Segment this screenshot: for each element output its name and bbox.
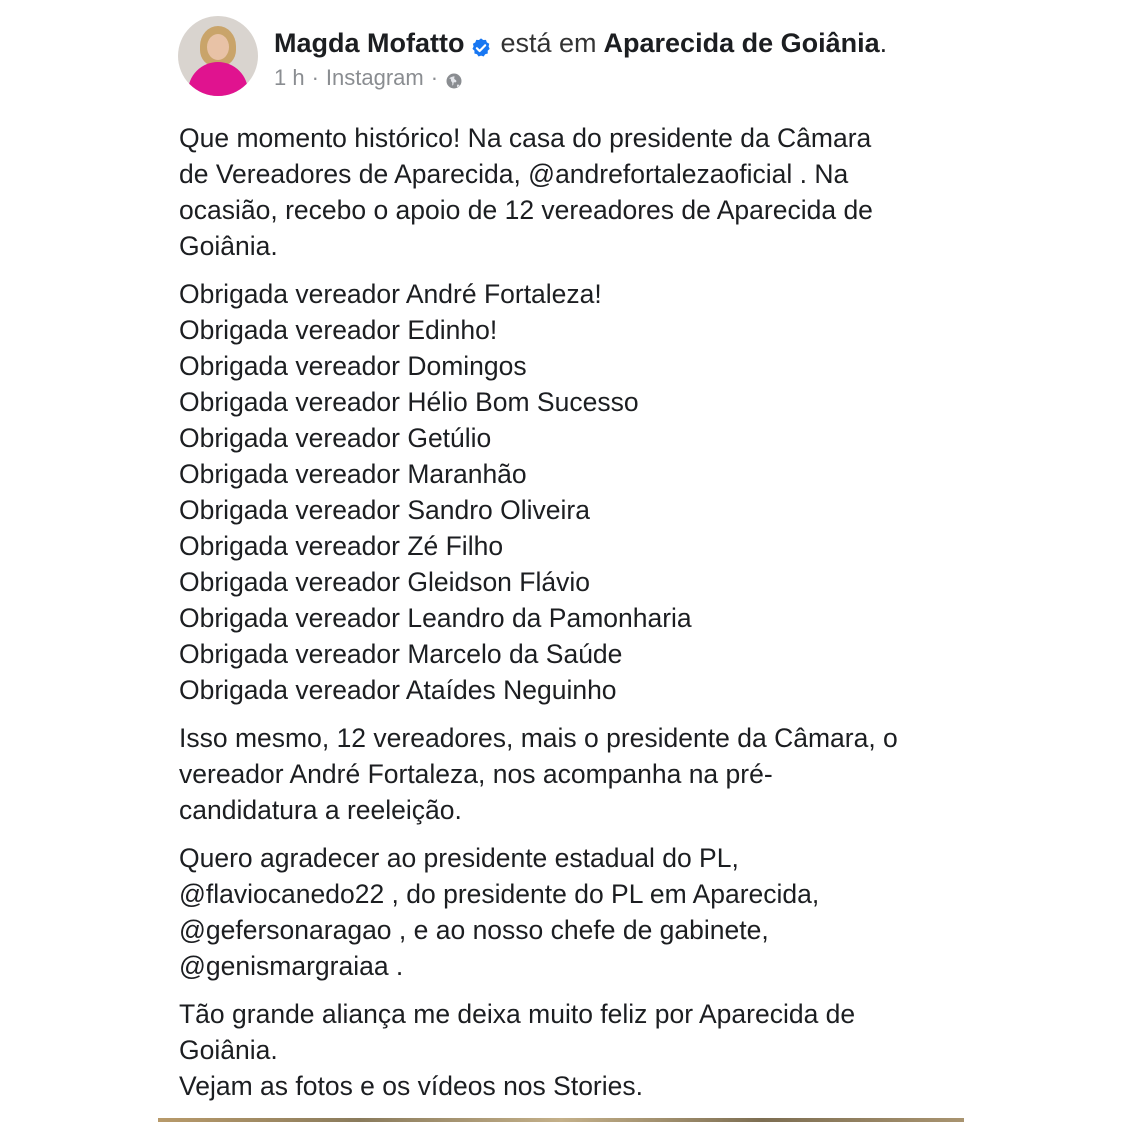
paragraph	[179, 120, 979, 264]
text-line: Que momento histórico! Na casa do presidente da Câmara	[179, 123, 872, 153]
text-line: Obrigada vereador Sandro Oliveira	[179, 495, 590, 525]
avatar[interactable]	[178, 16, 258, 96]
paragraph	[179, 720, 979, 828]
post-sub-line	[274, 64, 887, 92]
text-line: Obrigada vereador Domingos	[179, 351, 527, 381]
separator: ·	[311, 65, 319, 90]
text-line: @flaviocanedo22 , do presidente do PL em Aparecida,	[179, 879, 820, 909]
text-line: Obrigada vereador Getúlio	[179, 423, 492, 453]
post-source: Instagram	[325, 65, 424, 90]
text-line: Goiânia.	[179, 1035, 278, 1065]
text-line: vereador André Fortaleza, nos acompanha na pré-	[179, 759, 773, 789]
text-line: Quero agradecer ao presidente estadual do PL,	[179, 843, 739, 873]
avatar-face	[207, 34, 229, 60]
text-line: Obrigada vereador Maranhão	[179, 459, 527, 489]
author-name[interactable]: Magda Mofatto	[274, 28, 465, 58]
post-title-line	[274, 26, 887, 60]
post-time[interactable]: 1 h	[274, 65, 305, 90]
text-line: Tão grande aliança me deixa muito feliz por Aparecida de	[179, 999, 856, 1029]
location-suffix: .	[879, 28, 888, 58]
avatar-shirt	[188, 62, 248, 96]
attached-media-preview[interactable]	[158, 1118, 964, 1122]
post-meta	[274, 16, 887, 92]
text-line: Obrigada vereador Zé Filho	[179, 531, 504, 561]
text-line: Goiânia.	[179, 231, 278, 261]
text-line: Obrigada vereador Leandro da Pamonharia	[179, 603, 692, 633]
text-line: Obrigada vereador Edinho!	[179, 315, 498, 345]
paragraph	[179, 276, 979, 708]
separator: ·	[430, 65, 439, 90]
post-body	[179, 120, 979, 1116]
location-link[interactable]: Aparecida de Goiânia	[603, 28, 880, 58]
text-line: Obrigada vereador Marcelo da Saúde	[179, 639, 623, 669]
text-line: Vejam as fotos e os vídeos nos Stories.	[179, 1071, 643, 1101]
text-line: Isso mesmo, 12 vereadores, mais o presidente da Câmara, o	[179, 723, 898, 753]
post-header	[178, 16, 887, 98]
verified-badge-icon	[470, 33, 492, 55]
paragraph	[179, 840, 979, 984]
text-line: candidatura a reeleição.	[179, 795, 462, 825]
text-line: Obrigada vereador André Fortaleza!	[179, 279, 602, 309]
globe-icon[interactable]	[445, 69, 463, 87]
text-line: ocasião, recebo o apoio de 12 vereadores de Aparecida de	[179, 195, 873, 225]
text-line: @genismargraiaa .	[179, 951, 404, 981]
status-text: está em	[500, 28, 597, 58]
text-line: Obrigada vereador Ataídes Neguinho	[179, 675, 617, 705]
text-line: @gefersonaragao , e ao nosso chefe de gabinete,	[179, 915, 769, 945]
text-line: Obrigada vereador Hélio Bom Sucesso	[179, 387, 639, 417]
text-line: de Vereadores de Aparecida, @andrefortalezaoficial . Na	[179, 159, 849, 189]
paragraph	[179, 996, 979, 1104]
text-line: Obrigada vereador Gleidson Flávio	[179, 567, 590, 597]
